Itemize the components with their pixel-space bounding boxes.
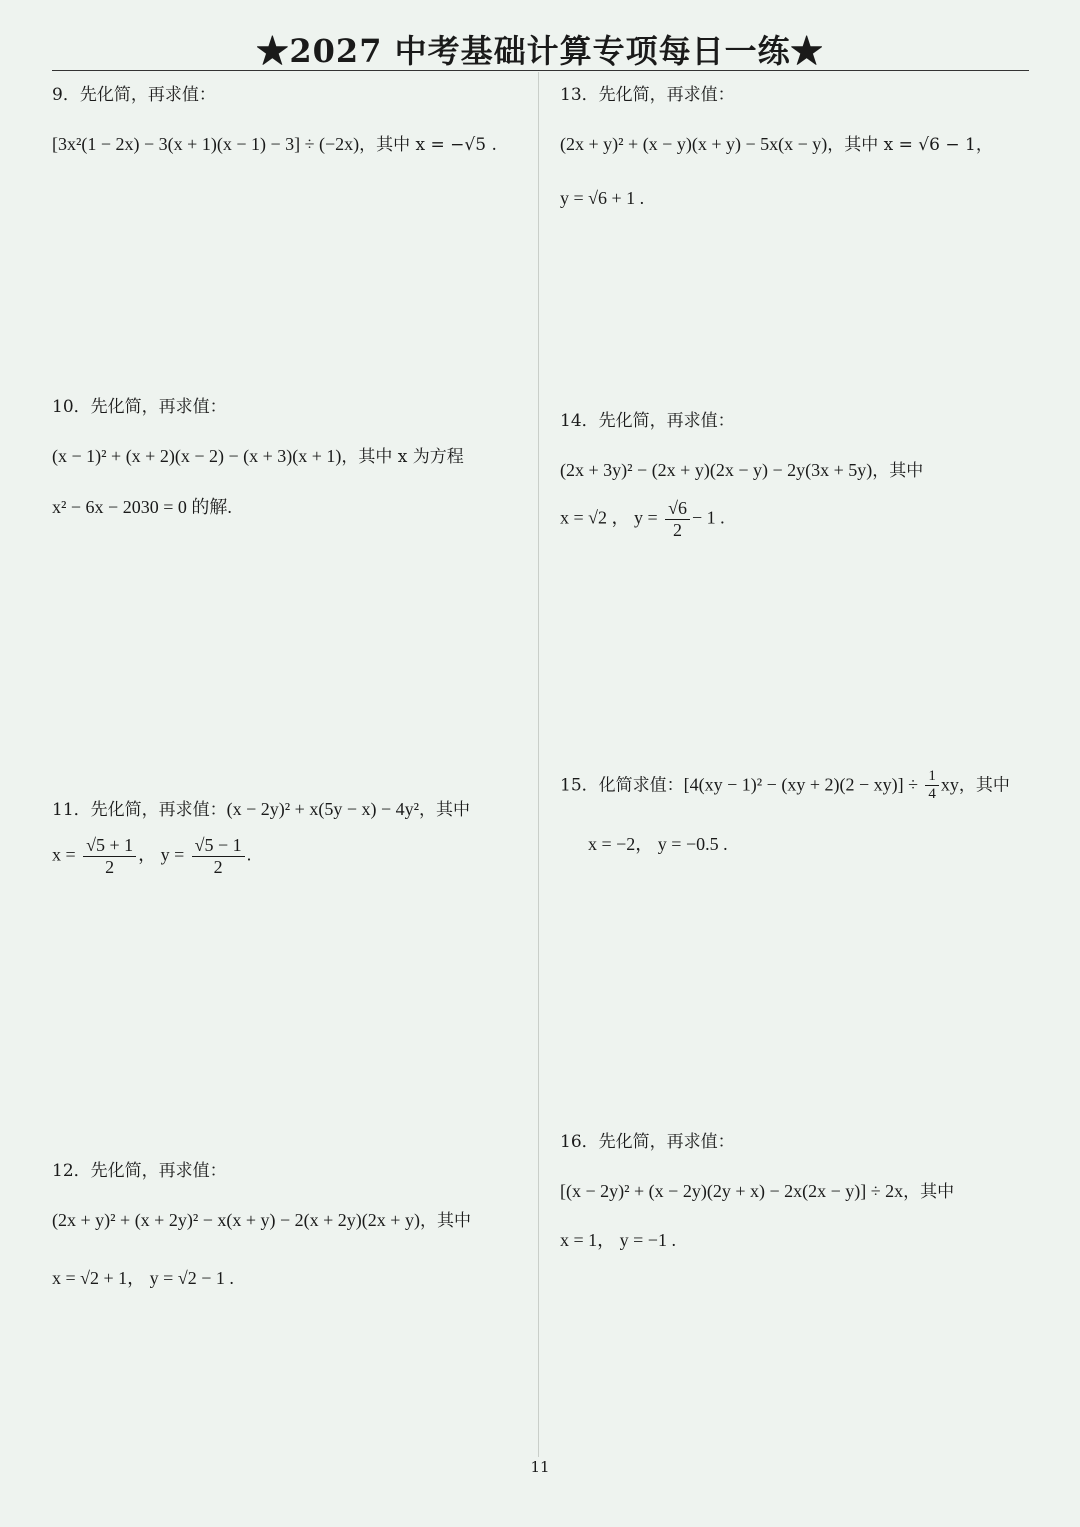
problem-values: x = √2 + 1， y = √2 − 1 . [52, 1268, 234, 1288]
problem-number: 15． [560, 775, 599, 796]
expression-tail: xy [940, 774, 959, 795]
page-number: 11 [530, 1458, 550, 1476]
problem-prompt: 先化简，再求值： [90, 1161, 227, 1181]
problem-condition-equation: x² − 6x − 2030 = 0 的解. [52, 497, 232, 517]
y-fraction [192, 835, 245, 877]
problem-expression: [(x − 2y)² + (x − 2y)(2y + x) − 2x(2x − y)] ÷ 2x [560, 1181, 904, 1201]
problem-condition: ，其中 x = √6 − 1， [827, 135, 993, 155]
x-fraction [83, 835, 136, 877]
x-label: x = [52, 844, 76, 865]
problem-expression: [4(xy − 1)² − (xy + 2)(2 − xy)] ÷ [683, 774, 918, 795]
problem-values: x = 1， y = −1 . [560, 1230, 676, 1250]
y-label: ， y = [138, 844, 185, 865]
problem-number: 16． [560, 1132, 599, 1152]
problem-number: 10． [52, 397, 91, 417]
problem-values: y = √6 + 1 . [560, 188, 645, 208]
y-tail: − 1 . [691, 507, 725, 528]
problem-condition: ，其中 [903, 1182, 955, 1202]
problem-number: 9． [52, 85, 80, 105]
problem-prompt: 先化简，再求值： [90, 397, 227, 417]
page-title: ★2027 中考基础计算专项每日一练★ [256, 32, 824, 70]
y-denominator: 2 [213, 856, 223, 877]
fraction-denominator: 4 [928, 786, 936, 803]
fraction-numerator: 1 [925, 768, 939, 786]
y-numerator: √6 [665, 498, 690, 520]
problem-number: 12． [52, 1161, 91, 1181]
x-value: x = √2 ， y = [560, 507, 658, 528]
y-fraction [665, 498, 690, 540]
problem-condition: ，其中 [958, 775, 1010, 796]
problem-prompt: 先化简，再求值： [598, 411, 735, 431]
problem-expression: [3x²(1 − 2x) − 3(x + 1)(x − 1) − 3] ÷ (−2x) [52, 134, 360, 154]
problem-expression: (2x + y)² + (x − y)(x + y) − 5x(x − y) [560, 134, 828, 154]
problem-expression: (2x + y)² + (x + 2y)² − x(x + y) − 2(x + 2y)(2x + y) [52, 1210, 420, 1230]
title-underline [52, 70, 1029, 71]
problem-number: 13． [560, 85, 599, 105]
problem-prompt: 先化简，再求值： [79, 85, 216, 105]
problem-prompt: 先化简，再求值： [598, 1132, 735, 1152]
y-denominator: 2 [673, 519, 683, 540]
y-numerator: √5 − 1 [192, 835, 245, 857]
problem-condition: ，其中 [419, 800, 471, 820]
problem-number: 11． [52, 800, 91, 820]
problem-expression: (x − 2y)² + x(5y − x) − 4y² [226, 799, 420, 819]
x-denominator: 2 [105, 856, 115, 877]
end-period: . [246, 844, 252, 865]
problem-condition: ，其中 x = −√5 . [359, 135, 497, 155]
problem-condition: ，其中 [872, 461, 924, 481]
quarter-fraction [925, 768, 939, 804]
problem-condition: ，其中 [419, 1211, 471, 1231]
column-divider [538, 72, 539, 1457]
problem-number: 14． [560, 411, 599, 431]
problem-prompt: 化简求值： [598, 775, 684, 796]
problem-expression: (x − 1)² + (x + 2)(x − 2) − (x + 3)(x + 1) [52, 446, 342, 466]
problem-prompt: 先化简，再求值： [90, 800, 227, 820]
problem-condition: ，其中 x 为方程 [341, 447, 464, 467]
x-numerator: √5 + 1 [83, 835, 136, 857]
problem-expression: (2x + 3y)² − (2x + y)(2x − y) − 2y(3x + 5y) [560, 460, 873, 480]
problem-values: x = −2， y = −0.5 . [588, 834, 728, 854]
problem-prompt: 先化简，再求值： [598, 85, 735, 105]
